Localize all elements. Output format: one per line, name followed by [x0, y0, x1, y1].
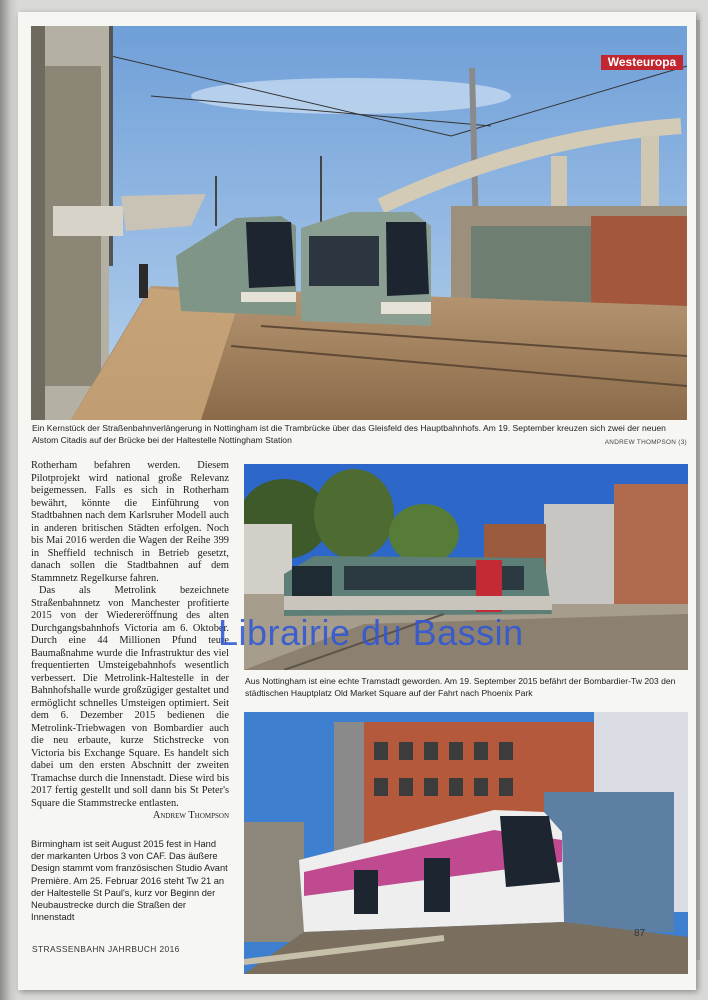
photo-nottingham-station-bridge [31, 26, 687, 420]
body-paragraph: Das als Metrolink bezeichnete Straßenbahnnetz von Manchester profitierte 2015 von der Wiedereröffnung des alten Durchgangsbahnhofs Victoria am 6. Oktober. Durch eine 44 Millionen Pfund teure Baumaßnahme wurde die Infrastruktur des viel frequentierten Umsteigebahnhofs wesentlich verbessert. Die Metrolink-Haltestelle in der Bahnhofshalle wurde großzügiger gestaltet und ermöglicht schnelles Umsteigen optimiert. Seit dem 6. Dezember 2015 bedienen die Metrolink-Triebwagen von Bombardier auch die neu erbaute, kurze Stichstrecke von Victoria bis Exchange Square. Es handelt sich dabei um den ersten Abschnitt der zweiten Tramachse durch die Innenstadt. Diese wird bis 2017 fertig gestellt und soll dann bis St Peter's Square die Stammstrecke entlasten. [31, 585, 229, 809]
author-signature: Andrew Thompson [152, 810, 229, 821]
photo1-caption-text: Ein Kernstück der Straßenbahnverlängerung in Nottingham ist die Trambrücke über das Gleisfeld des Hauptbahnhofs. Am 19. September kreuzen sich zwei der neuen Alstom Citadis auf der Brücke bei der Haltestelle Nottingham Station [32, 423, 666, 445]
article-body [31, 460, 229, 823]
body-paragraph: Rotherham befahren werden. Diesem Pilotprojekt wird national große Relevanz beigemessen. Falls es sich in Rotherham bewährt, könnte die Einführung von Stadtbahnen nach dem Karlsruher Modell auch in anderen britischen Städten erfolgen. Noch bis Mai 2016 werden die Wagen der Reihe 399 in Sheffield technisch in Betrieb gesetzt, danach sollen die Stadtbahnen auf dem Stammnetz Regelkurse fahren. [31, 460, 229, 584]
photo2-caption: Aus Nottingham ist eine echte Tramstadt geworden. Am 19. September 2015 befährt der Bombardier-Tw 203 den städtischen Hauptplatz Old Market Square auf der Fahrt nach Phoenix Park [245, 676, 676, 698]
section-tag: Westeuropa [601, 55, 683, 70]
page-number: 87 [634, 928, 646, 939]
watermark-text: Librairie du Bassin [218, 612, 524, 653]
birmingham-caption: Birmingham ist seit August 2015 fest in Hand der markanten Urbos 3 von CAF. Das äußere Design stammt vom französischen Studio Avant Première. Am 25. Februar 2016 steht Tw 21 an der Haltestelle St Paul's, kurz vor Beginn der Neubaustrecke durch die Straßen der Innenstadt [31, 839, 228, 923]
photo-birmingham-tram [244, 712, 688, 974]
book-spine-shadow [0, 0, 18, 1000]
running-footer: STRASSENBAHN JAHRBUCH 2016 [32, 944, 180, 954]
photo1-caption [32, 423, 687, 448]
photo-credit: ANDREW THOMPSON (3) [604, 438, 687, 446]
